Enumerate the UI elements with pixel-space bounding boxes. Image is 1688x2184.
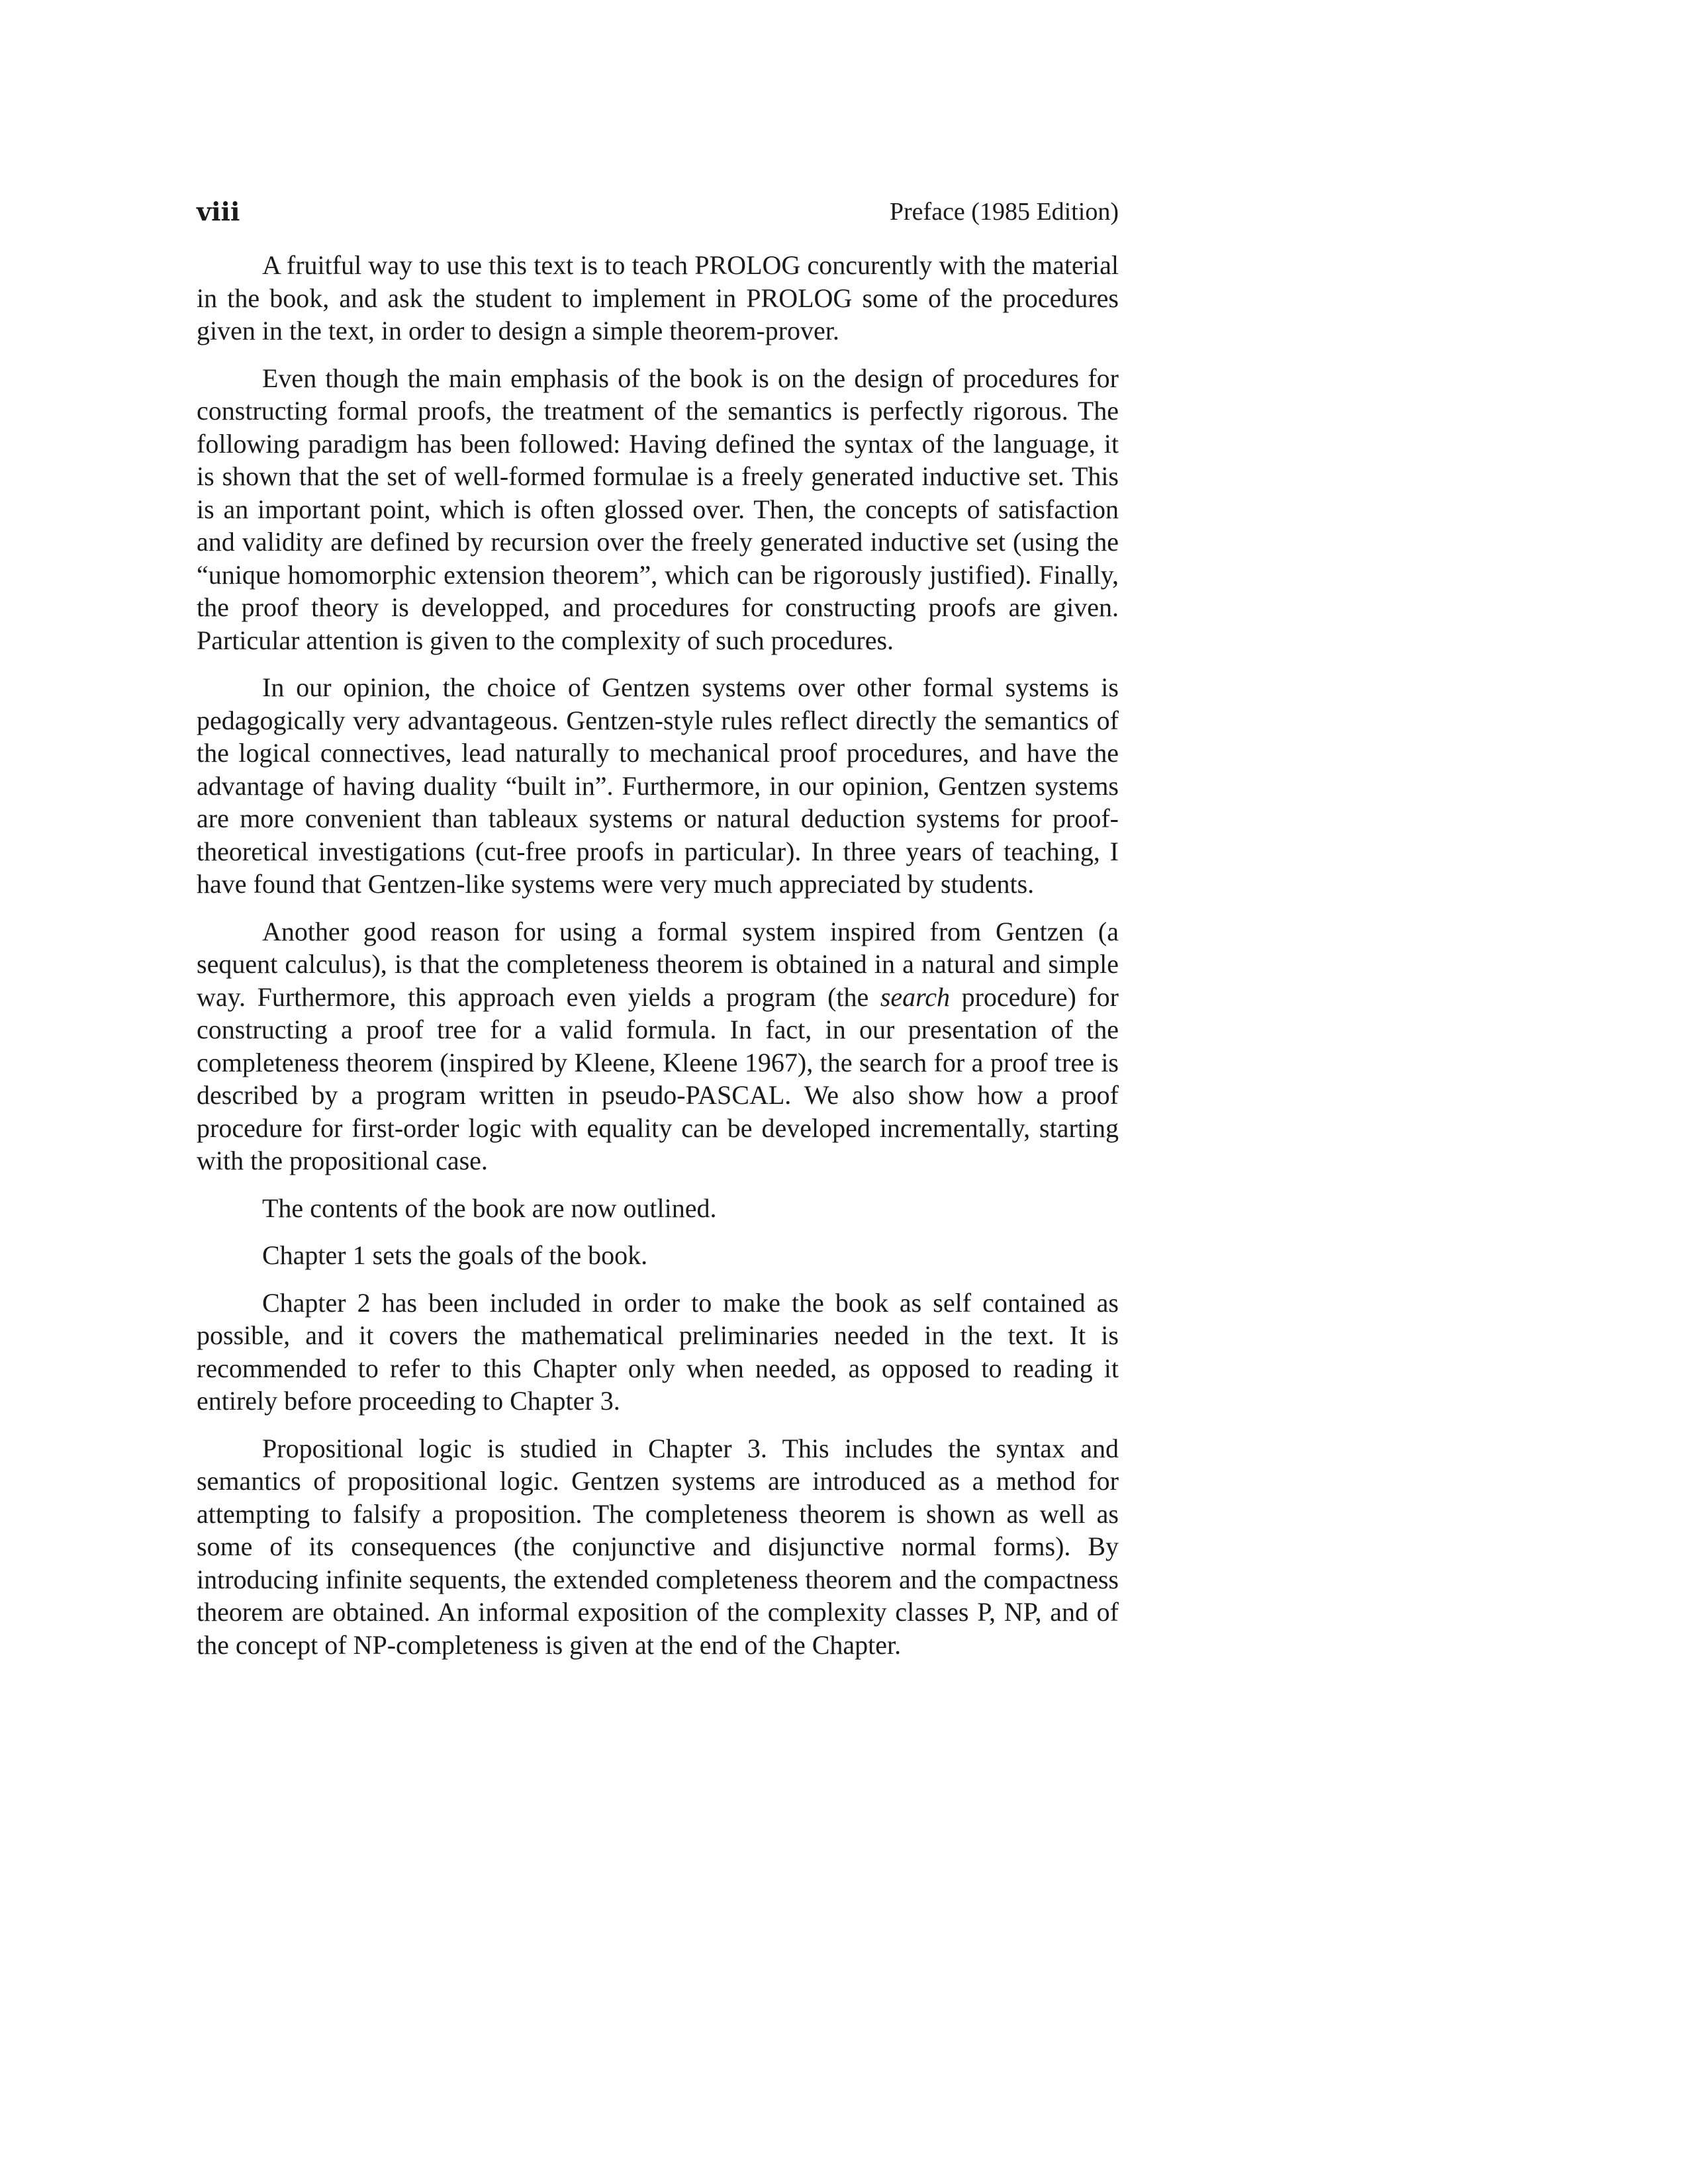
paragraph-gentzen-systems: In our opinion, the choice of Gentzen systems over other formal systems is pedagogically very advantageous. Gentzen-style rules reflect directly the semantics of the logical connectives, lead naturally to mechanical proof procedures, and have the advantage of having duality “built in”. Furthermore, in our opinion, Gentzen systems are more convenient than tableaux systems or natural deduction systems for proof-theoretical investigations (cut-free proofs in particular). In three years of teaching, I have found that Gentzen-like systems were very much appreciated by students. xyxy=(197,672,1119,899)
running-head xyxy=(197,192,1119,232)
paragraph-outline: The contents of the book are now outlined. xyxy=(262,1193,717,1223)
paragraph-prolog: A fruitful way to use this text is to teach PROLOG concurently with the material in the book, and ask the student to implement in PROLOG some of the procedures given in the text, in order to design a simple theorem-prover. xyxy=(197,250,1119,345)
body-text xyxy=(197,249,1119,1661)
paragraph-chapter-3: Propositional logic is studied in Chapter 3. This includes the syntax and semantics of propositional logic. Gentzen systems are introduced as a method for attempting to falsify a proposition. The completeness theorem is shown as well as some of its consequences (the conjunctive and disjunctive normal forms). By introducing infinite sequents, the extended completeness theorem and the compactness theorem are obtained. An informal exposition of the complexity classes P, NP, and of the concept of NP-completeness is given at the end of the Chapter. xyxy=(197,1433,1119,1660)
paragraph-completeness-text-2: procedure) for constructing a proof tree for a valid formula. In fact, in our presentation of the completeness theorem (inspired by Kleene, Kleene 1967), the search for a proof tree is described by a program written in pseudo-PASCAL. We also show how a proof procedure for first-order logic with equality can be developed incrementally, starting with the propositional case. xyxy=(197,981,1119,1175)
book-page xyxy=(197,192,1119,1676)
paragraph-completeness xyxy=(197,915,1119,1177)
paragraph-chapter-1: Chapter 1 sets the goals of the book. xyxy=(262,1240,648,1270)
running-title: Preface (1985 Edition) xyxy=(889,198,1119,226)
paragraph-chapter-2: Chapter 2 has been included in order to make the book as self contained as possible, and it covers the mathematical preliminaries needed in the text. It is recommended to refer to this Chapter only when needed, as opposed to reading it entirely before proceeding to Chapter 3. xyxy=(197,1287,1119,1416)
page-number: viii xyxy=(197,197,240,226)
paragraph-semantics: Even though the main emphasis of the book is on the design of procedures for constructing formal proofs, the treatment of the semantics is perfectly rigorous. The following paradigm has been followed: Having defined the syntax of the language, it is shown that the set of well-formed formulae is a freely generated inductive set. This is an important point, which is often glossed over. Then, the concepts of satisfaction and validity are defined by recursion over the freely generated inductive set (using the “unique homomorphic extension theorem”, which can be rigorously justified). Finally, the proof theory is developped, and procedures for constructing proofs are given. Particular attention is given to the complexity of such procedures. xyxy=(197,363,1119,655)
paragraph-completeness-text-1: Another good reason for using a formal system inspired from Gentzen (a sequent calculus), is that the completeness theorem is obtained in a natural and simple way. Furthermore, this approach even yields a program (the xyxy=(197,916,1119,1012)
search-emphasis: search xyxy=(880,981,951,1012)
